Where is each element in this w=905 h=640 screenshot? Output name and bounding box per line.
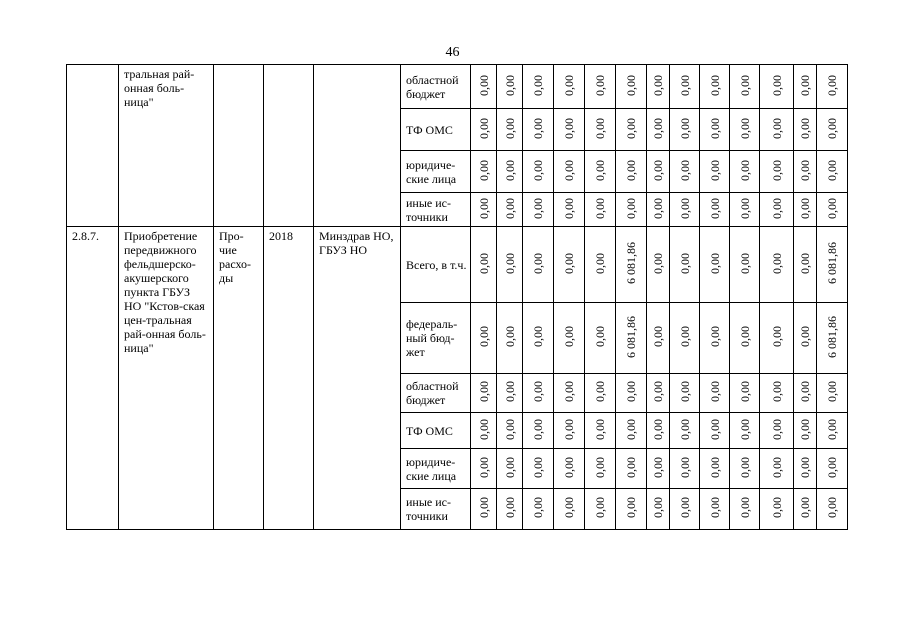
executor-cell bbox=[314, 65, 401, 227]
value-cell bbox=[700, 109, 730, 151]
value-text: 0,00 bbox=[798, 326, 812, 347]
value-text: 0,00 bbox=[502, 497, 517, 518]
value-cell bbox=[585, 65, 616, 109]
value-text: 0,00 bbox=[677, 117, 692, 139]
value-text: 0,00 bbox=[651, 418, 665, 440]
value-cell bbox=[670, 449, 700, 489]
value-text: 0,00 bbox=[707, 381, 722, 402]
value-text: 0,00 bbox=[531, 159, 545, 181]
value-text: 0,00 bbox=[476, 381, 491, 402]
table-row bbox=[67, 227, 848, 303]
value-text: 0,00 bbox=[562, 159, 576, 181]
value-cell bbox=[794, 303, 817, 374]
value-text: 0,00 bbox=[737, 497, 752, 518]
value-cell bbox=[670, 303, 700, 374]
value-cell bbox=[730, 227, 760, 303]
value-text: 0,00 bbox=[531, 381, 545, 402]
value-text: 0,00 bbox=[651, 456, 665, 478]
value-cell bbox=[794, 489, 817, 530]
value-cell bbox=[523, 151, 554, 193]
value-cell bbox=[554, 227, 585, 303]
value-cell bbox=[794, 151, 817, 193]
value-cell bbox=[616, 374, 647, 413]
value-cell bbox=[616, 227, 647, 303]
year: 2018 bbox=[264, 227, 314, 530]
value-text: 0,00 bbox=[769, 456, 784, 478]
value-text: 6 081,86 bbox=[624, 242, 638, 284]
value-cell bbox=[794, 413, 817, 449]
value-cell bbox=[817, 449, 848, 489]
value-text: 0,00 bbox=[476, 74, 491, 96]
value-text: 0,00 bbox=[707, 418, 722, 440]
value-cell bbox=[616, 151, 647, 193]
value-cell bbox=[585, 303, 616, 374]
value-text: 0,00 bbox=[737, 456, 752, 478]
value-text: 0,00 bbox=[531, 74, 545, 96]
value-cell bbox=[523, 413, 554, 449]
value-text: 0,00 bbox=[737, 252, 752, 274]
value-text: 0,00 bbox=[677, 74, 692, 96]
value-text: 0,00 bbox=[677, 418, 692, 440]
value-text: 0,00 bbox=[502, 418, 517, 440]
value-cell bbox=[554, 374, 585, 413]
value-cell bbox=[497, 227, 523, 303]
value-text: 0,00 bbox=[737, 159, 752, 181]
value-cell bbox=[647, 65, 670, 109]
value-cell bbox=[497, 449, 523, 489]
value-text: 0,00 bbox=[825, 74, 839, 96]
value-cell bbox=[523, 449, 554, 489]
value-cell bbox=[794, 227, 817, 303]
funding-source: федераль-ный бюд-жет bbox=[401, 303, 471, 374]
value-cell bbox=[647, 109, 670, 151]
value-cell bbox=[760, 109, 794, 151]
value-text: 0,00 bbox=[476, 197, 491, 219]
value-cell bbox=[817, 303, 848, 374]
item-number-cell bbox=[67, 65, 119, 227]
value-text: 0,00 bbox=[502, 252, 517, 274]
value-cell bbox=[647, 151, 670, 193]
value-text: 0,00 bbox=[798, 497, 812, 518]
value-text: 0,00 bbox=[502, 197, 517, 219]
value-cell bbox=[585, 151, 616, 193]
value-text: 0,00 bbox=[502, 159, 517, 181]
budget-table bbox=[66, 64, 848, 530]
funding-source: иные ис-точники bbox=[401, 193, 471, 227]
value-text: 0,00 bbox=[798, 252, 812, 274]
value-cell bbox=[616, 489, 647, 530]
value-cell bbox=[497, 109, 523, 151]
value-text: 0,00 bbox=[769, 381, 784, 402]
value-text: 0,00 bbox=[531, 326, 545, 347]
value-text: 0,00 bbox=[562, 326, 576, 347]
value-text: 0,00 bbox=[476, 117, 491, 139]
funding-source: юридиче-ские лица bbox=[401, 151, 471, 193]
value-text: 6 081,86 bbox=[825, 315, 839, 358]
value-text: 0,00 bbox=[593, 252, 607, 274]
value-cell bbox=[497, 374, 523, 413]
value-cell bbox=[700, 193, 730, 227]
value-text: 0,00 bbox=[531, 197, 545, 219]
value-cell bbox=[497, 489, 523, 530]
value-text: 0,00 bbox=[476, 418, 491, 440]
value-text: 0,00 bbox=[531, 497, 545, 518]
value-cell bbox=[554, 151, 585, 193]
value-text: 0,00 bbox=[593, 381, 607, 402]
value-text: 0,00 bbox=[624, 74, 638, 96]
value-text: 0,00 bbox=[593, 74, 607, 96]
value-cell bbox=[471, 109, 497, 151]
value-cell bbox=[471, 193, 497, 227]
value-cell bbox=[700, 151, 730, 193]
value-text: 0,00 bbox=[562, 497, 576, 518]
value-text: 0,00 bbox=[593, 497, 607, 518]
item-name: Приобретение передвижного фельдшерско-акушерского пункта ГБУЗ НО "Кстов-ская цен-тральная рай-онная боль-ница" bbox=[119, 227, 214, 530]
value-text: 0,00 bbox=[737, 418, 752, 440]
value-cell bbox=[471, 489, 497, 530]
value-text: 0,00 bbox=[651, 74, 665, 96]
value-text: 0,00 bbox=[798, 418, 812, 440]
value-text: 0,00 bbox=[769, 197, 784, 219]
value-cell bbox=[730, 151, 760, 193]
value-text: 0,00 bbox=[677, 456, 692, 478]
value-text: 0,00 bbox=[593, 418, 607, 440]
value-cell bbox=[700, 227, 730, 303]
value-text: 0,00 bbox=[737, 74, 752, 96]
value-text: 0,00 bbox=[624, 497, 638, 518]
value-cell bbox=[760, 65, 794, 109]
value-text: 0,00 bbox=[707, 74, 722, 96]
value-text: 0,00 bbox=[593, 117, 607, 139]
value-text: 0,00 bbox=[562, 117, 576, 139]
value-cell bbox=[794, 109, 817, 151]
value-cell bbox=[760, 151, 794, 193]
value-cell bbox=[554, 489, 585, 530]
value-cell bbox=[700, 489, 730, 530]
value-text: 0,00 bbox=[593, 159, 607, 181]
value-cell bbox=[523, 109, 554, 151]
value-text: 0,00 bbox=[593, 326, 607, 347]
value-cell bbox=[760, 413, 794, 449]
value-text: 6 081,86 bbox=[624, 315, 638, 358]
value-text: 0,00 bbox=[769, 159, 784, 181]
value-text: 0,00 bbox=[798, 117, 812, 139]
value-text: 0,00 bbox=[798, 74, 812, 96]
value-text: 0,00 bbox=[651, 381, 665, 402]
value-cell bbox=[647, 374, 670, 413]
value-text: 0,00 bbox=[624, 418, 638, 440]
value-cell bbox=[585, 374, 616, 413]
value-text: 0,00 bbox=[651, 117, 665, 139]
value-cell bbox=[585, 449, 616, 489]
value-text: 0,00 bbox=[769, 117, 784, 139]
value-cell bbox=[471, 413, 497, 449]
value-text: 0,00 bbox=[707, 159, 722, 181]
value-text: 0,00 bbox=[677, 159, 692, 181]
value-text: 0,00 bbox=[531, 252, 545, 274]
value-cell bbox=[497, 193, 523, 227]
value-cell bbox=[700, 303, 730, 374]
value-text: 0,00 bbox=[707, 497, 722, 518]
value-text: 0,00 bbox=[502, 381, 517, 402]
value-text: 0,00 bbox=[562, 381, 576, 402]
value-text: 0,00 bbox=[707, 326, 722, 347]
funding-source: ТФ ОМС bbox=[401, 413, 471, 449]
value-text: 0,00 bbox=[531, 117, 545, 139]
value-cell bbox=[471, 374, 497, 413]
value-text: 0,00 bbox=[825, 381, 839, 402]
value-cell bbox=[817, 109, 848, 151]
value-text: 0,00 bbox=[737, 381, 752, 402]
value-text: 0,00 bbox=[737, 326, 752, 347]
value-cell bbox=[523, 374, 554, 413]
value-cell bbox=[647, 303, 670, 374]
value-text: 0,00 bbox=[798, 456, 812, 478]
value-cell bbox=[817, 413, 848, 449]
value-cell bbox=[616, 65, 647, 109]
value-cell bbox=[730, 489, 760, 530]
value-text: 0,00 bbox=[624, 456, 638, 478]
value-cell bbox=[817, 65, 848, 109]
value-text: 0,00 bbox=[737, 197, 752, 219]
value-cell bbox=[585, 413, 616, 449]
value-text: 0,00 bbox=[593, 456, 607, 478]
value-text: 0,00 bbox=[798, 159, 812, 181]
value-cell bbox=[817, 227, 848, 303]
value-cell bbox=[523, 303, 554, 374]
value-cell bbox=[760, 227, 794, 303]
funding-source: областной бюджет bbox=[401, 65, 471, 109]
value-text: 0,00 bbox=[707, 197, 722, 219]
value-text: 0,00 bbox=[476, 252, 491, 274]
value-cell bbox=[497, 151, 523, 193]
value-cell bbox=[471, 151, 497, 193]
value-text: 0,00 bbox=[476, 159, 491, 181]
value-text: 0,00 bbox=[502, 456, 517, 478]
value-cell bbox=[523, 489, 554, 530]
value-cell bbox=[497, 303, 523, 374]
value-text: 0,00 bbox=[651, 197, 665, 219]
value-cell bbox=[760, 193, 794, 227]
value-cell bbox=[647, 227, 670, 303]
value-cell bbox=[817, 193, 848, 227]
value-cell bbox=[670, 151, 700, 193]
value-cell bbox=[554, 65, 585, 109]
value-cell bbox=[670, 489, 700, 530]
value-text: 0,00 bbox=[624, 381, 638, 402]
item-number: 2.8.7. bbox=[67, 227, 119, 530]
value-cell bbox=[471, 65, 497, 109]
value-cell bbox=[585, 227, 616, 303]
value-cell bbox=[700, 413, 730, 449]
value-cell bbox=[760, 449, 794, 489]
value-cell bbox=[647, 193, 670, 227]
value-text: 0,00 bbox=[651, 326, 665, 347]
value-text: 0,00 bbox=[624, 117, 638, 139]
value-text: 0,00 bbox=[707, 456, 722, 478]
value-text: 6 081,86 bbox=[825, 242, 839, 284]
value-text: 0,00 bbox=[677, 197, 692, 219]
value-cell bbox=[794, 193, 817, 227]
value-cell bbox=[647, 449, 670, 489]
value-cell bbox=[670, 374, 700, 413]
value-cell bbox=[794, 449, 817, 489]
value-text: 0,00 bbox=[562, 74, 576, 96]
value-cell bbox=[730, 109, 760, 151]
expense-type-cell bbox=[214, 65, 264, 227]
value-cell bbox=[670, 227, 700, 303]
value-text: 0,00 bbox=[825, 159, 839, 181]
value-text: 0,00 bbox=[651, 497, 665, 518]
value-text: 0,00 bbox=[531, 418, 545, 440]
value-text: 0,00 bbox=[769, 418, 784, 440]
value-text: 0,00 bbox=[677, 497, 692, 518]
value-cell bbox=[817, 374, 848, 413]
value-text: 0,00 bbox=[825, 117, 839, 139]
value-cell bbox=[794, 65, 817, 109]
value-text: 0,00 bbox=[825, 418, 839, 440]
funding-source: иные ис-точники bbox=[401, 489, 471, 530]
value-text: 0,00 bbox=[502, 74, 517, 96]
value-cell bbox=[700, 374, 730, 413]
value-text: 0,00 bbox=[769, 252, 784, 274]
year-cell bbox=[264, 65, 314, 227]
value-cell bbox=[616, 109, 647, 151]
value-text: 0,00 bbox=[651, 159, 665, 181]
value-cell bbox=[616, 193, 647, 227]
value-cell bbox=[523, 65, 554, 109]
value-text: 0,00 bbox=[562, 456, 576, 478]
value-text: 0,00 bbox=[562, 197, 576, 219]
value-cell bbox=[760, 374, 794, 413]
funding-source: ТФ ОМС bbox=[401, 109, 471, 151]
value-text: 0,00 bbox=[677, 381, 692, 402]
value-text: 0,00 bbox=[562, 252, 576, 274]
funding-source: областной бюджет bbox=[401, 374, 471, 413]
value-text: 0,00 bbox=[476, 497, 491, 518]
executor: Минздрав НО, ГБУЗ НО bbox=[314, 227, 401, 530]
value-cell bbox=[730, 374, 760, 413]
value-cell bbox=[647, 413, 670, 449]
value-cell bbox=[554, 413, 585, 449]
value-cell bbox=[471, 449, 497, 489]
value-text: 0,00 bbox=[593, 197, 607, 219]
funding-source: Всего, в т.ч. bbox=[401, 227, 471, 303]
item-name-cell: тральная рай-онная боль-ница" bbox=[119, 65, 214, 227]
value-cell bbox=[616, 449, 647, 489]
expense-type: Про-чие расхо-ды bbox=[214, 227, 264, 530]
value-text: 0,00 bbox=[769, 74, 784, 96]
value-cell bbox=[554, 193, 585, 227]
value-text: 0,00 bbox=[531, 456, 545, 478]
value-cell bbox=[471, 227, 497, 303]
value-cell bbox=[817, 489, 848, 530]
value-cell bbox=[730, 65, 760, 109]
value-cell bbox=[616, 303, 647, 374]
page-number: 46 bbox=[445, 45, 460, 60]
value-text: 0,00 bbox=[825, 197, 839, 219]
value-text: 0,00 bbox=[624, 159, 638, 181]
value-text: 0,00 bbox=[825, 456, 839, 478]
value-cell bbox=[700, 65, 730, 109]
value-cell bbox=[670, 413, 700, 449]
value-cell bbox=[523, 227, 554, 303]
value-text: 0,00 bbox=[624, 197, 638, 219]
value-cell bbox=[670, 193, 700, 227]
value-cell bbox=[730, 303, 760, 374]
value-text: 0,00 bbox=[737, 117, 752, 139]
value-cell bbox=[554, 109, 585, 151]
value-text: 0,00 bbox=[651, 252, 665, 274]
value-cell bbox=[585, 193, 616, 227]
value-cell bbox=[554, 303, 585, 374]
value-text: 0,00 bbox=[677, 252, 692, 274]
value-cell bbox=[647, 489, 670, 530]
value-text: 0,00 bbox=[798, 197, 812, 219]
value-cell bbox=[670, 109, 700, 151]
value-cell bbox=[730, 449, 760, 489]
value-cell bbox=[730, 413, 760, 449]
value-text: 0,00 bbox=[562, 418, 576, 440]
value-text: 0,00 bbox=[825, 497, 839, 518]
value-cell bbox=[554, 449, 585, 489]
value-text: 0,00 bbox=[677, 326, 692, 347]
value-text: 0,00 bbox=[502, 326, 517, 347]
value-cell bbox=[730, 193, 760, 227]
table-row bbox=[67, 65, 848, 109]
value-cell bbox=[497, 413, 523, 449]
value-cell bbox=[794, 374, 817, 413]
value-text: 0,00 bbox=[769, 326, 784, 347]
value-cell bbox=[523, 193, 554, 227]
value-cell bbox=[670, 65, 700, 109]
value-cell bbox=[471, 303, 497, 374]
value-cell bbox=[497, 65, 523, 109]
value-cell bbox=[817, 151, 848, 193]
value-cell bbox=[700, 449, 730, 489]
value-cell bbox=[760, 489, 794, 530]
value-text: 0,00 bbox=[476, 326, 491, 347]
value-text: 0,00 bbox=[798, 381, 812, 402]
value-text: 0,00 bbox=[707, 252, 722, 274]
value-text: 0,00 bbox=[476, 456, 491, 478]
value-cell bbox=[760, 303, 794, 374]
funding-source: юридиче-ские лица bbox=[401, 449, 471, 489]
value-text: 0,00 bbox=[769, 497, 784, 518]
value-cell bbox=[585, 109, 616, 151]
value-text: 0,00 bbox=[707, 117, 722, 139]
value-cell bbox=[616, 413, 647, 449]
value-cell bbox=[585, 489, 616, 530]
value-text: 0,00 bbox=[502, 117, 517, 139]
